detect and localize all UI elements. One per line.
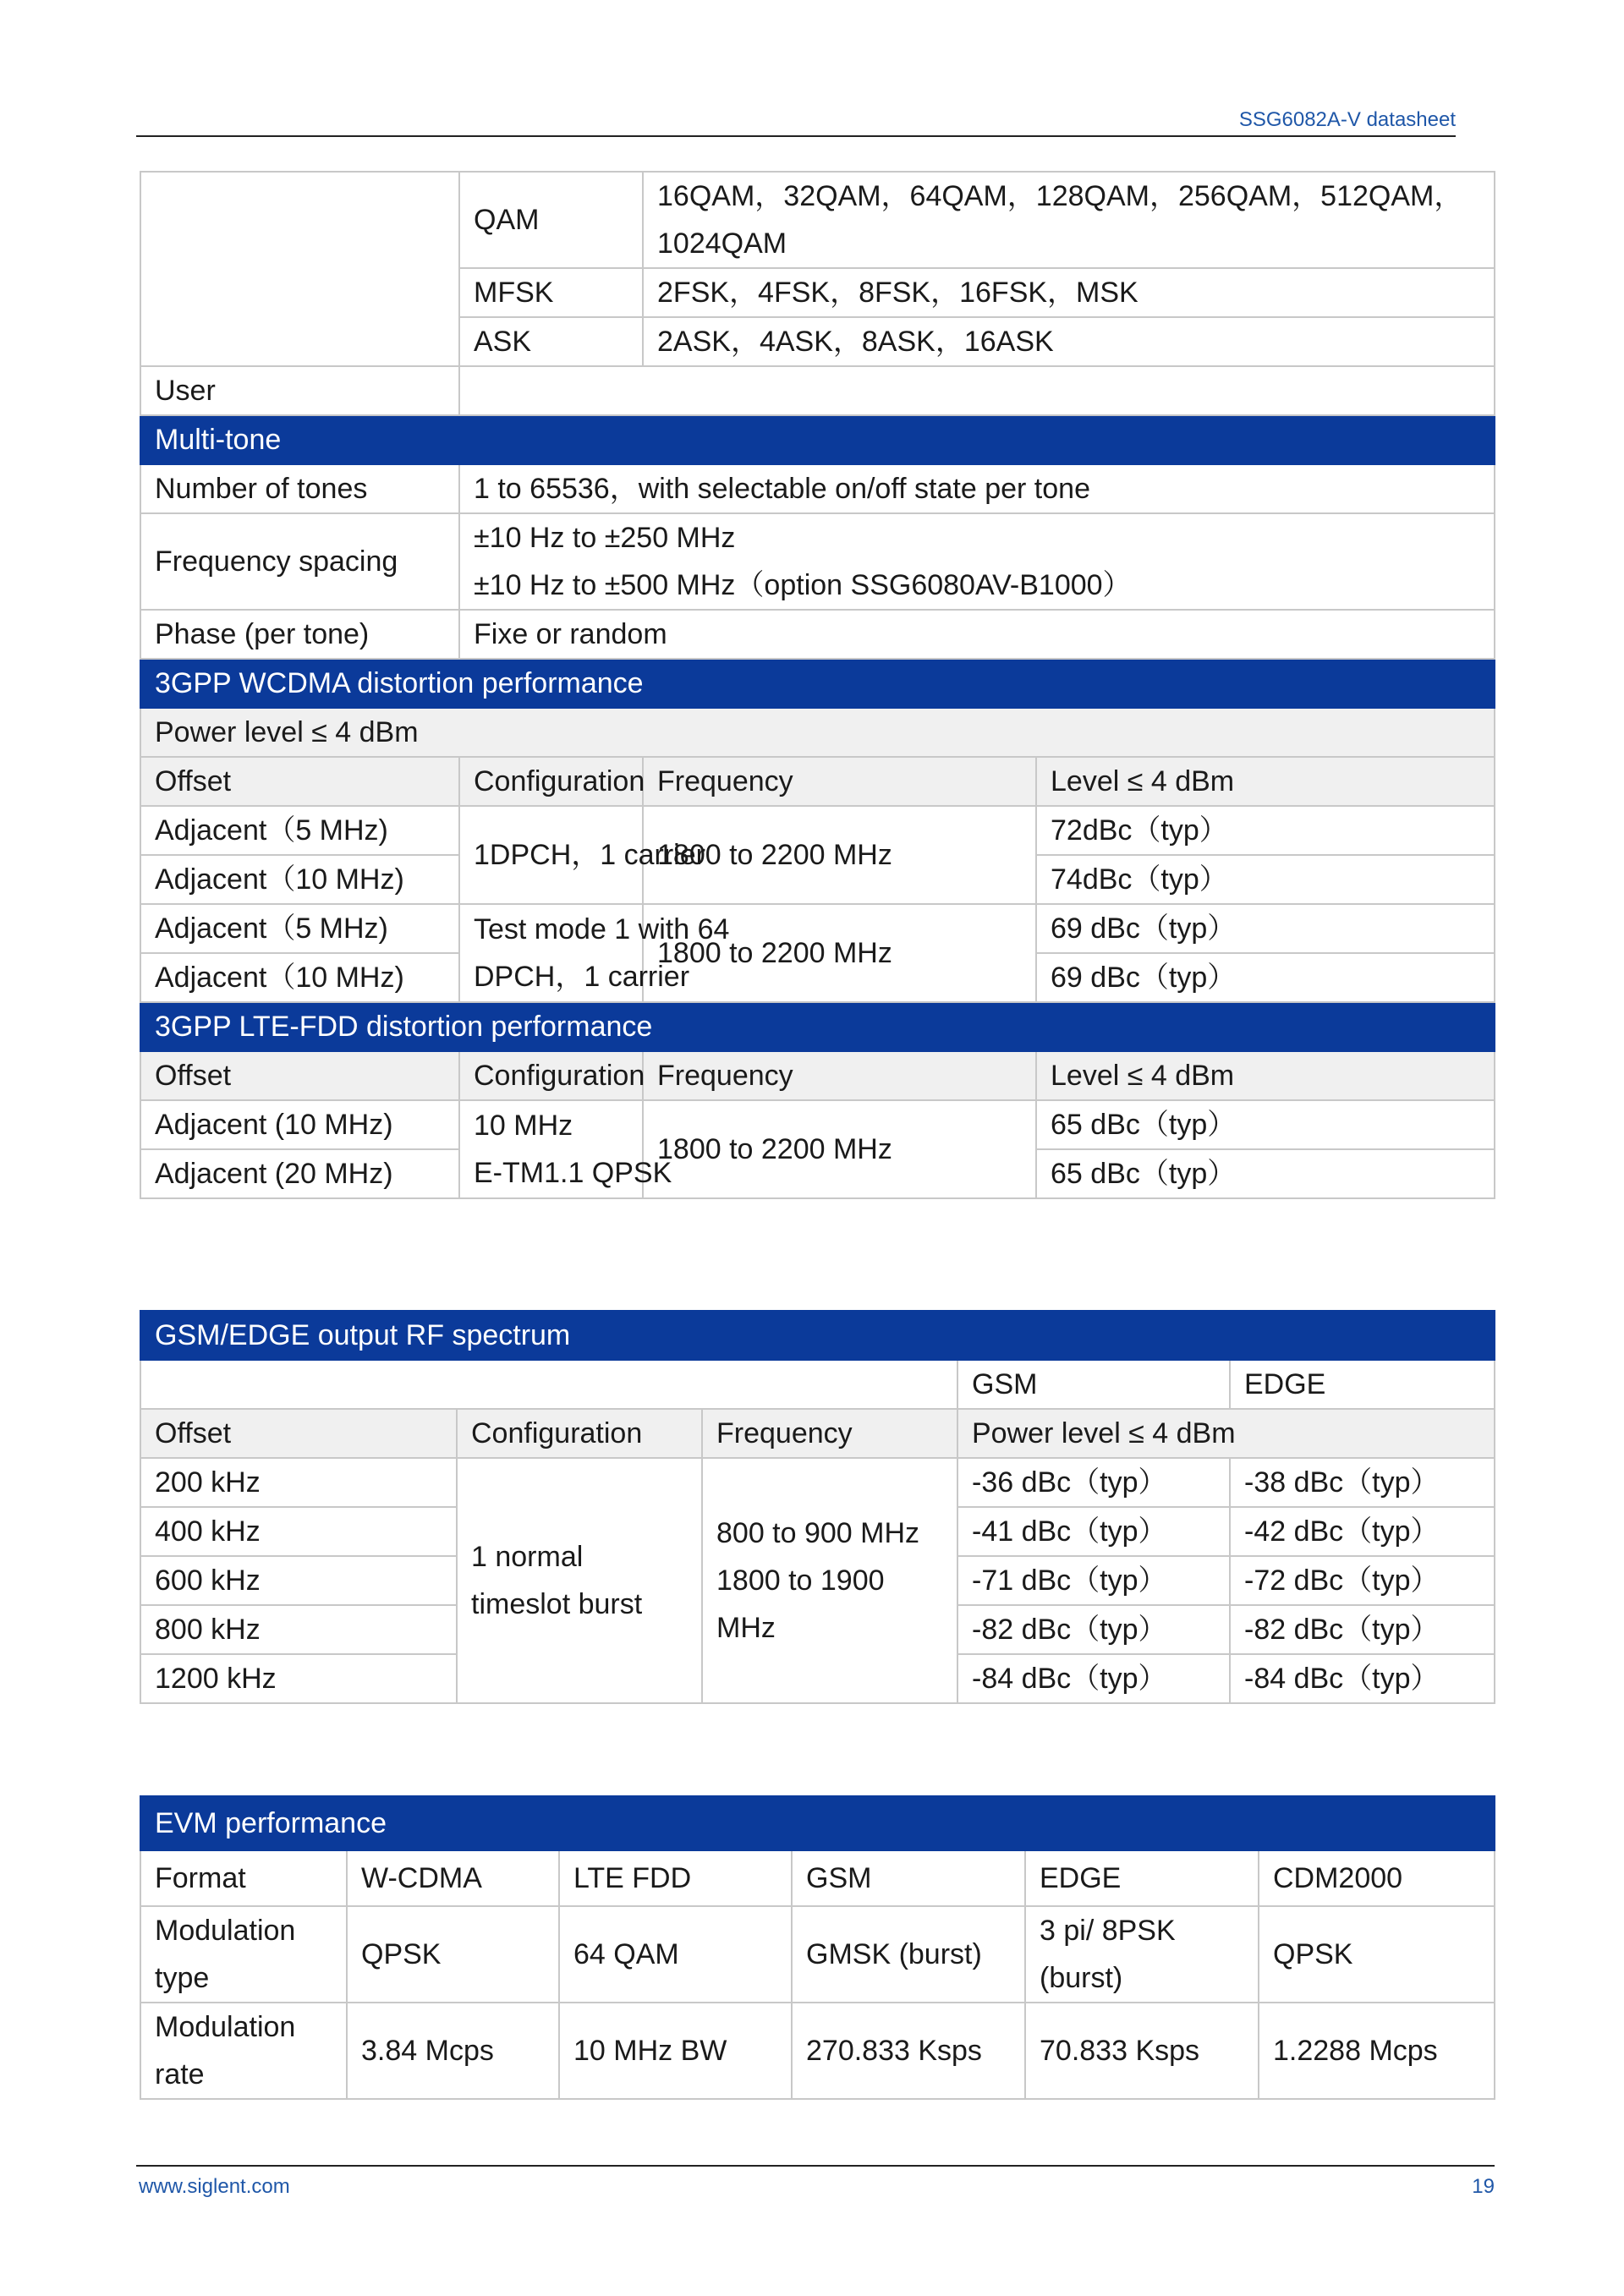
gsm-value: -36 dBc（typ） [957,1458,1230,1507]
param-value: 1 to 65536，with selectable on/off state per tone [459,464,1495,513]
label-line: rate [155,2058,205,2091]
column-header: Offset [140,1409,457,1458]
config-line: timeslot burst [471,1588,643,1620]
user-label: User [140,366,459,415]
level-cell: 65 dBc（typ） [1036,1100,1495,1149]
table-row [140,2003,1495,2099]
modtype-cell: QPSK [1259,1906,1495,2003]
table-row [140,1100,1495,1149]
column-header: Power level ≤ 4 dBm [957,1409,1495,1458]
empty-cell [140,1360,957,1409]
section-header-gsm [140,1311,1495,1360]
format-cell: W-CDMA [347,1850,559,1906]
table-row [140,1850,1495,1906]
rate-cell: 3.84 Mcps [347,2003,559,2099]
offset-cell: Adjacent（5 MHz) [140,806,459,855]
label-line: Modulation [155,2011,296,2043]
edge-value: -82 dBc（typ） [1230,1605,1495,1654]
table-row [140,610,1495,659]
column-header: EDGE [1230,1360,1495,1409]
frequency-cell [702,1458,957,1703]
column-header: GSM [957,1360,1230,1409]
edge-value: -38 dBc（typ） [1230,1458,1495,1507]
format-cell: EDGE [1025,1850,1259,1906]
mod-name-cell: ASK [459,317,643,366]
spacing-line: ±10 Hz to ±250 MHz [474,522,736,554]
section-title: EVM performance [140,1796,1495,1850]
config-line: DPCH，1 carrier [474,961,690,993]
column-headers [140,1409,1495,1458]
gsm-value: -71 dBc（typ） [957,1556,1230,1605]
table-row [140,464,1495,513]
modtype-cell: 3 pi/ 8PSK (burst) [1025,1906,1259,2003]
frequency-line: MHz [716,1612,776,1644]
table-row [140,1458,1495,1507]
table-row [140,806,1495,855]
mod-value-cell: 16QAM，32QAM，64QAM，128QAM，256QAM，512QAM，1024QAM [643,172,1495,268]
config-cell [459,1100,672,1198]
format-label: Format [140,1850,347,1906]
offset-cell: Adjacent (20 MHz) [140,1149,459,1198]
param-label: Phase (per tone) [140,610,459,659]
modtype-label [140,1906,347,2003]
spec-table-gsm [140,1310,1495,1704]
offset-cell: Adjacent（10 MHz) [140,953,459,1002]
section-title: 3GPP WCDMA distortion performance [140,659,1495,708]
format-cell: CDM2000 [1259,1850,1495,1906]
modtype-cell: QPSK [347,1906,559,2003]
frequency-line: 1800 to 1900 [716,1564,885,1597]
config-line: E-TM1.1 QPSK [474,1157,672,1189]
level-cell: 69 dBc（typ） [1036,953,1495,1002]
mod-value-cell: 2ASK，4ASK，8ASK，16ASK [643,317,1495,366]
frequency-cell: 1800 to 2200 MHz [643,904,1036,1002]
table-row [140,172,1495,268]
table-row [140,513,1495,610]
label-line: Modulation [155,1915,296,1947]
column-header: Level ≤ 4 dBm [1036,757,1495,806]
column-headers [140,1051,1495,1100]
table-row [140,366,1495,415]
page-footer [136,2165,1495,2198]
power-level-label: Power level ≤ 4 dBm [140,708,1495,757]
column-header: Offset [140,757,459,806]
section-header-lte [140,1002,1495,1051]
config-line: Test mode 1 with 64 [474,913,730,945]
offset-cell: 400 kHz [140,1507,457,1556]
section-title: GSM/EDGE output RF spectrum [140,1311,1495,1360]
offset-cell: 1200 kHz [140,1654,457,1703]
empty-cell [140,172,459,366]
offset-cell: 200 kHz [140,1458,457,1507]
level-cell: 65 dBc（typ） [1036,1149,1495,1198]
rate-cell: 270.833 Ksps [792,2003,1025,2099]
table-row [140,708,1495,757]
gsm-value: -84 dBc（typ） [957,1654,1230,1703]
offset-cell: 600 kHz [140,1556,457,1605]
rate-cell: 70.833 Ksps [1025,2003,1259,2099]
config-line: 1 normal [471,1541,584,1573]
gsm-value: -41 dBc（typ） [957,1507,1230,1556]
table-row [140,904,1495,953]
section-title: 3GPP LTE-FDD distortion performance [140,1002,1495,1051]
column-header: Level ≤ 4 dBm [1036,1051,1495,1100]
rate-cell: 1.2288 Mcps [1259,2003,1495,2099]
spacing-line: ±10 Hz to ±500 MHz（option SSG6080AV-B1000） [474,569,1132,601]
document-title: SSG6082A-V datasheet [1238,108,1456,131]
modtype-cell: 64 QAM [559,1906,792,2003]
level-cell: 74dBc（typ） [1036,855,1495,904]
param-value [459,513,1495,610]
column-header: Configuration [459,757,643,806]
param-label: Frequency spacing [140,513,459,610]
param-label: Number of tones [140,464,459,513]
mod-name-cell: MFSK [459,268,643,317]
column-header: Frequency [702,1409,957,1458]
mod-value-cell: 2FSK，4FSK，8FSK，16FSK，MSK [643,268,1495,317]
page-header [136,100,1456,137]
column-header: Offset [140,1051,459,1100]
offset-cell: 800 kHz [140,1605,457,1654]
rate-cell: 10 MHz BW [559,2003,792,2099]
mod-name-cell: QAM [459,172,643,268]
website-link[interactable]: www.siglent.com [139,2175,290,2198]
format-cell: GSM [792,1850,1025,1906]
section-title: Multi-tone [140,415,1495,464]
config-cell [457,1458,702,1703]
config-cell [459,904,730,1002]
empty-cell [459,366,1495,415]
frequency-cell: 1800 to 2200 MHz [643,806,1036,904]
offset-cell: Adjacent (10 MHz) [140,1100,459,1149]
gsm-value: -82 dBc（typ） [957,1605,1230,1654]
level-cell: 69 dBc（typ） [1036,904,1495,953]
section-header-multitone [140,415,1495,464]
column-header: Frequency [643,1051,1036,1100]
frequency-line: 800 to 900 MHz [716,1517,920,1549]
spec-table-main [140,171,1495,1199]
config-line: 10 MHz [474,1110,573,1142]
level-cell: 72dBc（typ） [1036,806,1495,855]
column-headers [140,757,1495,806]
offset-cell: Adjacent（5 MHz) [140,904,459,953]
config-cell: 1DPCH，1 carrier [459,806,643,904]
table-row [140,1360,1495,1409]
edge-value: -72 dBc（typ） [1230,1556,1495,1605]
page-number: 19 [1472,2175,1495,2198]
section-header-wcdma [140,659,1495,708]
frequency-cell: 1800 to 2200 MHz [643,1100,1036,1198]
label-line: type [155,1962,210,1994]
param-value: Fixe or random [459,610,1495,659]
modtype-cell: GMSK (burst) [792,1906,1025,2003]
edge-value: -42 dBc（typ） [1230,1507,1495,1556]
offset-cell: Adjacent（10 MHz) [140,855,459,904]
edge-value: -84 dBc（typ） [1230,1654,1495,1703]
column-header: Frequency [643,757,1036,806]
table-row [140,1906,1495,2003]
column-header: Configuration [457,1409,702,1458]
format-cell: LTE FDD [559,1850,792,1906]
section-header-evm [140,1796,1495,1850]
spec-table-evm [140,1795,1495,2100]
column-header: Configuration [459,1051,643,1100]
rate-label [140,2003,347,2099]
